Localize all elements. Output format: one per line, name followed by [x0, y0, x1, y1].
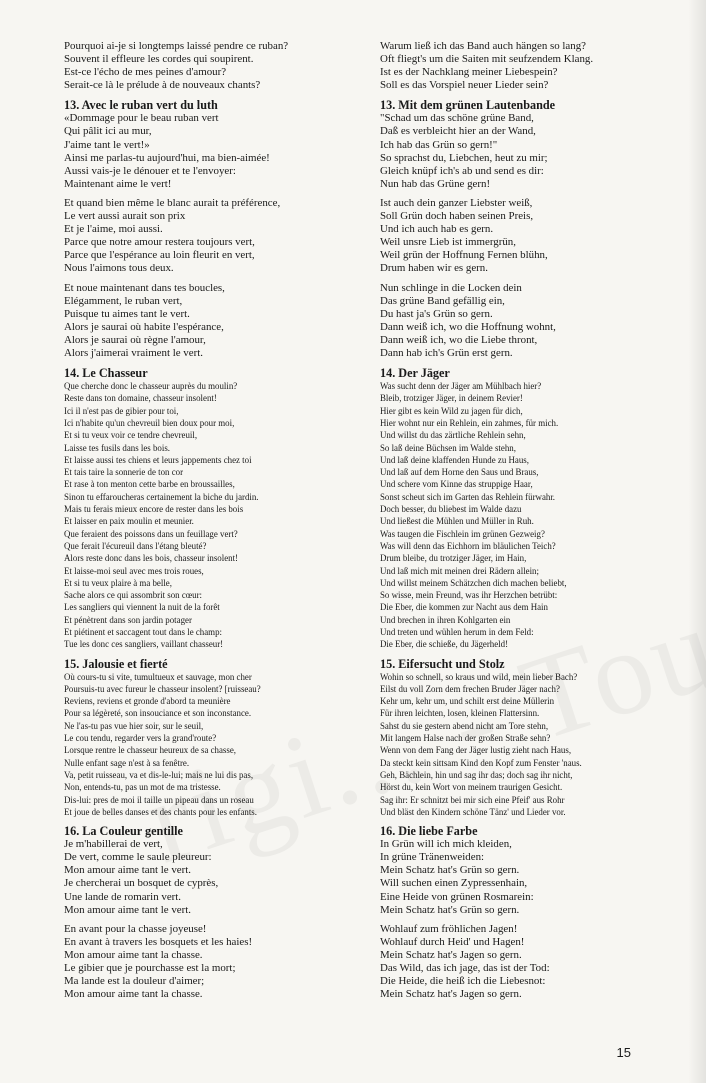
verse-line: Daß es verbleicht hier an der Wand,	[380, 125, 536, 138]
verse-line: Où cours-tu si vite, tumultueux et sauvage, mon cher	[64, 671, 252, 682]
verse-line: Et rase à ton menton cette barbe en broussailles,	[64, 479, 235, 490]
verse-line: Aussi vais-je le dénouer et te l'envoyer:	[64, 164, 236, 177]
verse-line: Alors je saurai où règne l'amour,	[64, 333, 206, 346]
verse-line: Ich hab das Grün so gern!"	[380, 138, 498, 151]
verse-line: Wohlauf durch Heid' und Hagen!	[380, 935, 525, 948]
verse-line: Qui pâlit ici au mur,	[64, 125, 152, 138]
verse-line: Laisse tes fusils dans les bois.	[64, 442, 170, 453]
verse-line: Le gibier que je pourchasse est la mort;	[64, 962, 236, 974]
verse-line: Was will denn das Eichhorn im bläulichen Teich?	[380, 540, 556, 551]
song-title: 14. Le Chasseur	[64, 366, 148, 381]
verse-line: So wisse, mein Freund, was ihr Herzchen betrübt:	[380, 590, 558, 601]
verse-line: "Schad um das schöne grüne Band,	[380, 112, 534, 125]
verse-line: Parce que notre amour restera toujours vert,	[64, 236, 255, 249]
verse-line: Hier wohnt nur ein Rehlein, ein zahmes, für mich.	[380, 417, 559, 428]
verse-line: «Dommage pour le beau ruban vert	[64, 112, 219, 125]
verse-line: Alors reste donc dans les bois, chasseur insolent!	[64, 553, 239, 564]
verse-line: Sinon tu effaroucheras certainement la biche du jardin.	[64, 491, 259, 502]
verse-line: Mein Schatz hat's Jagen so gern.	[380, 948, 522, 961]
verse-line: Et joue de belles danses et des chants pour les enfants.	[64, 806, 257, 817]
verse-line: Sonst scheut sich im Garten das Rehlein fürwahr.	[380, 491, 555, 502]
verse-line: Und bläst den Kindern schöne Tänz' und Lieder vor.	[380, 806, 566, 817]
verse-line: Et si tu veux plaire à ma belle,	[64, 577, 172, 588]
verse-line: Mein Schatz hat's Grün so gern.	[380, 903, 520, 916]
verse-line: Les sangliers qui viennent la nuit de la forêt	[64, 602, 220, 613]
verse-line: Dis-lui: pres de moi il taille un pipeau dans un roseau	[64, 794, 254, 805]
verse-line: Maintenant aime le vert!	[64, 177, 172, 190]
verse-line: Du hast ja's Grün so gern.	[380, 307, 493, 320]
verse-line: De vert, comme le saule pleureur:	[64, 851, 212, 864]
verse-line: Que feraient des poissons dans un feuillage vert?	[64, 528, 238, 539]
verse-line: Dann hab ich's Grün erst gern.	[380, 346, 513, 359]
verse-line: Et si tu veux voir ce tendre chevreuil,	[64, 430, 198, 441]
verse-line: Und schere vom Kinne das struppige Haar,	[380, 479, 533, 490]
verse-line: Und willst meinem Schätzchen dich machen beliebt,	[380, 577, 567, 588]
verse-line: Geh, Bächlein, hin und sag ihr das; doch sag ihr nicht,	[380, 769, 573, 780]
verse-line: En avant pour la chasse joyeuse!	[64, 922, 207, 935]
german-text-column	[380, 40, 680, 1001]
verse-line: Reste dans ton domaine, chasseur insolent!	[64, 393, 217, 404]
verse-line: Was taugen die Fischlein im grünen Gezweig?	[380, 528, 545, 539]
verse-line: Und willst du das zärtliche Rehlein sehn,	[380, 430, 526, 441]
page-number: 15	[616, 1045, 631, 1060]
verse-line: Will suchen einen Zypressenhain,	[380, 877, 528, 890]
verse-line: Weil unsre Lieb ist immergrün,	[380, 236, 516, 249]
verse-line: Soll Grün doch haben seinen Preis,	[380, 210, 534, 223]
verse-line: Und laß deine klaffenden Hunde zu Haus,	[380, 454, 529, 465]
verse-line: Soll es das Vorspiel neuer Lieder sein?	[380, 79, 549, 92]
verse-line: Et tais taire la sonnerie de ton cor	[64, 467, 184, 478]
verse-line: Und brechen in ihren Kohlgarten ein	[380, 614, 511, 625]
verse-line: Die Eber, die kommen zur Nacht aus dem Hain	[380, 602, 548, 613]
verse-line: Wohin so schnell, so kraus und wild, mein lieber Bach?	[380, 671, 578, 682]
verse-line: Und ließest die Mühlen und Müller in Ruh.	[380, 516, 534, 527]
verse-line: Ne l'as-tu pas vue hier soir, sur le seuil,	[64, 720, 204, 731]
verse-line: Sache alors ce qui assombrit son cœur:	[64, 590, 203, 601]
verse-line: Nous l'aimons tous deux.	[64, 262, 174, 275]
verse-line: Dann weiß ich, wo die Liebe thront,	[380, 333, 538, 346]
verse-line: Que cherche donc le chasseur auprès du moulin?	[64, 381, 238, 392]
verse-line: Que ferait l'écureuil dans l'étang bleuté?	[64, 540, 207, 551]
verse-line: Doch besser, du bliebest im Walde dazu	[380, 504, 522, 515]
verse-line: Tue les donc ces sangliers, vaillant chasseur!	[64, 639, 224, 650]
verse-line: Le cou tendu, regarder vers la grand'route?	[64, 733, 217, 744]
verse-line: So sprachst du, Liebchen, heut zu mir;	[380, 151, 548, 164]
verse-line: Poursuis-tu avec fureur le chasseur insolent? [ruisseau?	[64, 683, 261, 694]
song-title: 14. Der Jäger	[380, 366, 450, 381]
song-title: 16. La Couleur gentille	[64, 824, 183, 839]
verse-line: Ist auch dein ganzer Liebster weiß,	[380, 196, 533, 209]
verse-line: Non, entends-tu, pas un mot de ma tristesse.	[64, 782, 221, 793]
verse-line: Da steckt kein sittsam Kind den Kopf zum Fenster 'naus.	[380, 757, 582, 768]
verse-line: Nun hab das Grüne gern!	[380, 177, 491, 190]
verse-line: Le vert aussi aurait son prix	[64, 210, 186, 223]
verse-line: Sag ihr: Er schnitzt bei mir sich eine Pfeif' aus Rohr	[380, 794, 565, 805]
verse-line: Ainsi me parlas-tu aujourd'hui, ma bien-aimée!	[64, 151, 270, 164]
song-title: 16. Die liebe Farbe	[380, 824, 478, 839]
verse-line: Kehr um, kehr um, und schilt erst deine Müllerin	[380, 696, 555, 707]
verse-line: Und laß mich mit meinen drei Rädern allein;	[380, 565, 539, 576]
verse-line: Weil grün der Hoffnung Fernen blühn,	[380, 249, 548, 262]
song-title: 15. Jalousie et fierté	[64, 656, 168, 671]
french-text-column	[64, 40, 364, 1001]
verse-line: Mein Schatz hat's Jagen so gern.	[380, 988, 522, 1001]
verse-line: Reviens, reviens et gronde d'abord ta meunière	[64, 696, 231, 707]
verse-line: Mon amour aime tant la chasse.	[64, 948, 203, 961]
verse-line: Mais tu ferais mieux encore de rester dans les bois	[64, 504, 244, 515]
verse-line: Je chercherai un bosquet de cyprès,	[64, 877, 219, 890]
verse-line: Oft fliegt's um die Saiten mit seufzendem Klang.	[380, 53, 594, 66]
verse-line: Bleib, trotziger Jäger, in deinem Revier!	[380, 393, 523, 404]
verse-line: Drum bleibe, du trotziger Jäger, im Hain,	[380, 553, 527, 564]
verse-line: Wohlauf zum fröhlichen Jagen!	[380, 922, 518, 935]
verse-line: Est-ce l'écho de mes peines d'amour?	[64, 66, 227, 79]
verse-line: Ici n'habite qu'un chevreuil bien doux pour moi,	[64, 417, 235, 428]
song-title: 13. Avec le ruban vert du luth	[64, 98, 218, 113]
verse-line: Das grüne Band gefällig ein,	[380, 294, 505, 307]
verse-line: Eine Heide von grünen Rosmarein:	[380, 890, 534, 903]
verse-line: Das Wild, das ich jage, das ist der Tod:	[380, 962, 550, 974]
verse-line: Eilst du voll Zorn dem frechen Bruder Jäger nach?	[380, 683, 560, 694]
verse-line: Va, petit ruisseau, va et dis-le-lui; mais ne lui dis pas,	[64, 769, 254, 780]
verse-line: J'aime tant le vert!»	[64, 138, 150, 151]
verse-line: Serait-ce là le prélude à de nouveaux chants?	[64, 79, 261, 92]
verse-line: En avant à travers les bosquets et les haies!	[64, 935, 253, 948]
verse-line: Ici il n'est pas de gibier pour toi,	[64, 405, 179, 416]
verse-line: Alors je saurai où habite l'espérance,	[64, 320, 224, 333]
verse-line: Et quand bien même le blanc aurait ta préférence,	[64, 196, 281, 209]
verse-line: Die Heide, die heiß ich die Liebesnot:	[380, 975, 546, 988]
verse-line: Une lande de romarin vert.	[64, 890, 182, 903]
verse-line: Mon amour aime tant le vert.	[64, 864, 192, 877]
verse-line: Et laisse-moi seul avec mes trois roues,	[64, 565, 204, 576]
verse-line: Wenn von dem Fang der Jäger lustig zieht nach Haus,	[380, 745, 572, 756]
verse-line: Et je l'aime, moi aussi.	[64, 223, 163, 236]
verse-line: Nun schlinge in die Locken dein	[380, 281, 522, 294]
verse-line: Et laisse aussi tes chiens et leurs jappements chez toi	[64, 454, 252, 465]
verse-line: Et noue maintenant dans tes boucles,	[64, 281, 225, 294]
verse-line: Et laisser en paix moulin et meunier.	[64, 516, 194, 527]
verse-line: Alors j'aimerai vraiment le vert.	[64, 346, 203, 359]
verse-line: Souvent il effleure les cordes qui soupirent.	[64, 53, 254, 66]
verse-line: Lorsque rentre le chasseur heureux de sa chasse,	[64, 745, 237, 756]
verse-line: So laß deine Büchsen im Walde stehn,	[380, 442, 516, 453]
verse-line: Und ich auch hab es gern.	[380, 223, 494, 236]
verse-line: Und laß auf dem Horne den Saus und Braus,	[380, 467, 539, 478]
verse-line: Warum ließ ich das Band auch hängen so lang?	[380, 40, 586, 52]
verse-line: Et piétinent et saccagent tout dans le champ:	[64, 627, 222, 637]
verse-line: Parce que l'espérance au loin fleurit en vert,	[64, 249, 255, 262]
verse-line: Mein Schatz hat's Grün so gern.	[380, 864, 520, 877]
verse-line: Puisque tu aimes tant le vert.	[64, 307, 190, 320]
verse-line: Dann weiß ich, wo die Hoffnung wohnt,	[380, 320, 556, 333]
verse-line: Pourquoi ai-je si longtemps laissé pendre ce ruban?	[64, 40, 289, 52]
verse-line: Gleich knüpf ich's ab und send es dir:	[380, 164, 544, 177]
verse-line: In grüne Tränenweiden:	[380, 851, 485, 864]
verse-line: Hörst du, kein Wort von meinem traurigen Gesicht.	[380, 782, 563, 793]
verse-line: In Grün will ich mich kleiden,	[380, 838, 512, 851]
verse-line: Hier gibt es kein Wild zu jagen für dich,	[380, 405, 523, 416]
verse-line: Die Eber, die schieße, du Jägerheld!	[380, 639, 509, 650]
verse-line: Drum haben wir es gern.	[380, 262, 488, 275]
verse-line: Mon amour aime tant le vert.	[64, 903, 192, 916]
verse-line: Ist es der Nachklang meiner Liebespein?	[380, 66, 558, 79]
song-title: 15. Eifersucht und Stolz	[380, 656, 505, 671]
verse-line: Sahst du sie gestern abend nicht am Tore stehn,	[380, 720, 549, 731]
verse-line: Und treten und wühlen herum in dem Feld:	[380, 627, 534, 637]
verse-line: Mon amour aime tant la chasse.	[64, 988, 203, 1001]
verse-line: Et pénètrent dans son jardin potager	[64, 614, 192, 625]
verse-line: Pour sa légèreté, son insouciance et son inconstance.	[64, 708, 252, 719]
page-edge-shadow	[688, 0, 706, 1083]
verse-line: Für ihren leichten, losen, kleinen Flattersinn.	[380, 708, 540, 719]
verse-line: Je m'habillerai de vert,	[64, 838, 163, 851]
verse-line: Elégamment, le ruban vert,	[64, 294, 183, 307]
verse-line: Ma lande est la douleur d'aimer;	[64, 975, 205, 988]
verse-line: Nulle enfant sage n'est à sa fenêtre.	[64, 757, 190, 768]
song-title: 13. Mit dem grünen Lautenbande	[380, 98, 556, 113]
verse-line: Mit langem Halse nach der großen Straße sehn?	[380, 733, 551, 744]
verse-line: Was sucht denn der Jäger am Mühlbach hier?	[380, 381, 542, 392]
